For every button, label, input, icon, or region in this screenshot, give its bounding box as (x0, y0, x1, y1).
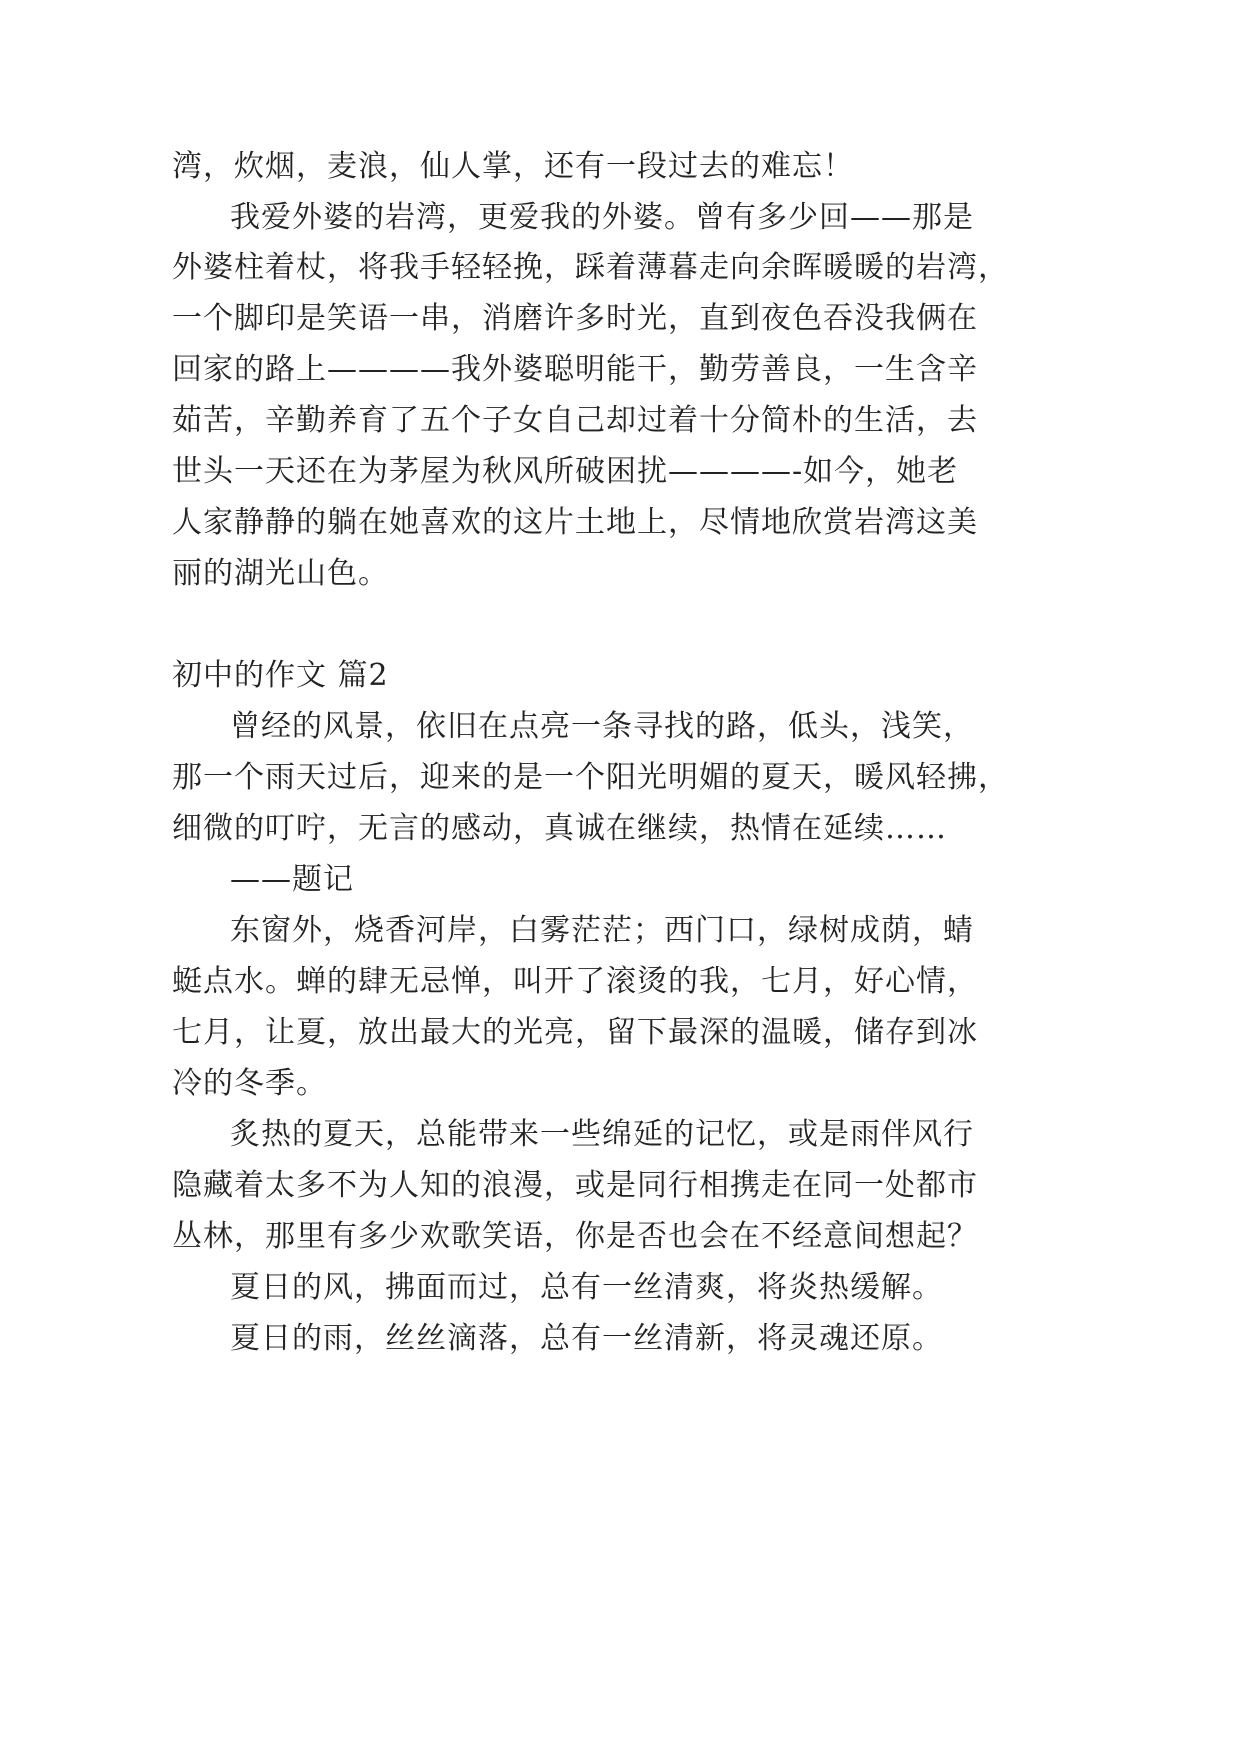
paragraph-line: 细微的叮咛，无言的感动，真诚在继续，热情在延续…… (172, 811, 947, 846)
section-heading: 初中的作文 篇2 (172, 658, 389, 693)
paragraph-line: 冷的冬季。 (172, 1066, 327, 1101)
paragraph-line: 湾，炊烟，麦浪，仙人掌，还有一段过去的难忘！ (172, 149, 854, 184)
paragraph-line: 人家静静的躺在她喜欢的这片土地上，尽情地欣赏岩湾这美 (172, 505, 978, 540)
paragraph-line: 炙热的夏天，总能带来一些绵延的记忆，或是雨伴风行 (230, 1117, 974, 1152)
paragraph-line: 丽的湖光山色。 (172, 556, 389, 591)
paragraph-line: 外婆柱着杖，将我手轻轻挽，踩着薄暮走向余晖暖暖的岩湾， (172, 250, 1009, 285)
paragraph-line: 隐藏着太多不为人知的浪漫，或是同行相携走在同一处都市 (172, 1168, 978, 1203)
paragraph-line: 那一个雨天过后，迎来的是一个阳光明媚的夏天，暖风轻拂， (172, 760, 1009, 795)
paragraph-line: 夏日的雨，丝丝滴落，总有一丝清新，将灵魂还原。 (230, 1321, 943, 1356)
paragraph-line: 茹苦，辛勤养育了五个子女自己却过着十分简朴的生活，去 (172, 403, 978, 438)
paragraph-line: 一个脚印是笑语一串，消磨许多时光，直到夜色吞没我俩在 (172, 301, 978, 336)
paragraph-line: 七月，让夏，放出最大的光亮，留下最深的温暖，储存到冰 (172, 1015, 978, 1050)
paragraph-line: 世头一天还在为茅屋为秋风所破困扰————-如今，她老 (172, 454, 959, 489)
paragraph-line: 曾经的风景，依旧在点亮一条寻找的路，低头，浅笑， (230, 709, 974, 744)
paragraph-line: 夏日的风，拂面而过，总有一丝清爽，将炎热缓解。 (230, 1270, 943, 1305)
paragraph-line: 蜓点水。蝉的肆无忌惮，叫开了滚烫的我，七月，好心情， (172, 964, 978, 999)
paragraph-line: 回家的路上————我外婆聪明能干，勤劳善良，一生含辛 (172, 352, 978, 387)
paragraph-line: 东窗外，烧香河岸，白雾茫茫；西门口，绿树成荫，蜻 (230, 913, 974, 948)
paragraph-line: 丛林，那里有多少欢歌笑语，你是否也会在不经意间想起？ (172, 1219, 978, 1254)
epigraph-attribution: ——题记 (230, 862, 354, 897)
paragraph-line: 我爱外婆的岩湾，更爱我的外婆。曾有多少回——那是 (230, 200, 974, 235)
